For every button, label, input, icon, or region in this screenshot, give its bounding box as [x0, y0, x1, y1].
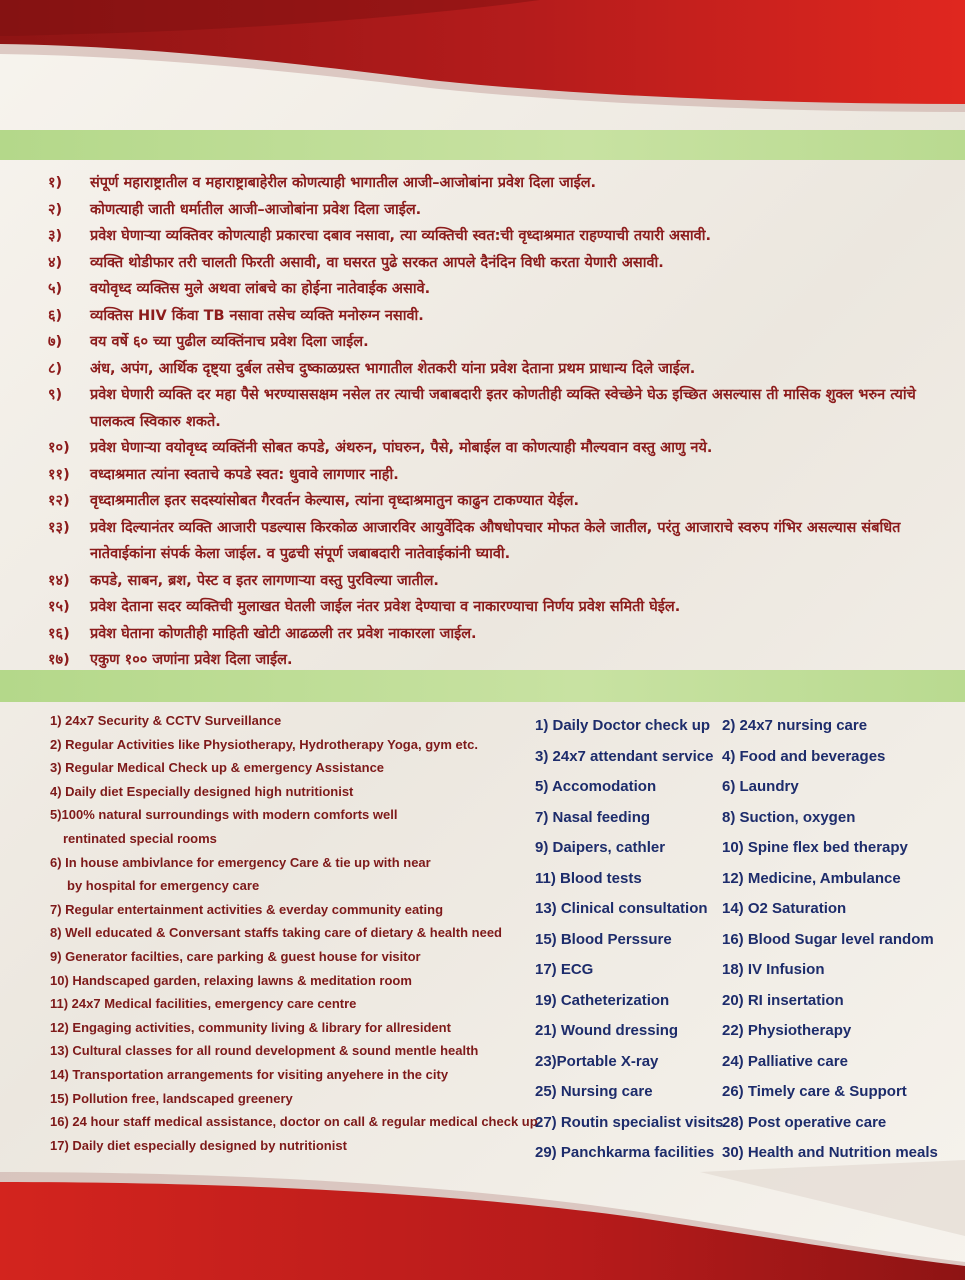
list-item: 6) In house ambivlance for emergency Care & tie up with near	[50, 854, 431, 870]
item-text: व्यक्ति थोडीफार तरी चालती फिरती असावी, वा घसरत पुढे सरकत आपले दैनंदिन विधी करता येणारी असावी.	[90, 254, 664, 271]
service-item: 19) Catheterization	[535, 991, 670, 1009]
list-item	[48, 568, 928, 595]
service-item: 14) O2 Saturation	[722, 900, 847, 917]
item-number: ३)	[48, 228, 63, 244]
list-item: 9) Generator facilties, care parking & guest house for visitor	[50, 948, 421, 964]
list-item: 8) Well educated & Conversant staffs taking care of dietary & health need	[50, 925, 502, 941]
list-item	[48, 303, 928, 330]
list-item	[48, 462, 928, 489]
list-item	[48, 250, 928, 277]
service-item: 23)Portable X-ray	[535, 1052, 659, 1070]
list-item: 5)100% natural surroundings with modern comforts well	[50, 807, 398, 823]
item-text: प्रवेश घेणारी व्यक्ति दर महा पैसे भरण्याससक्षम नसेल तर त्याची जबाबदारी इतर कोणतीही व्यक्ति स्वेच्छेने घेऊ इच्छित असल्यास ती मासिक शुक्ल भरुन त्यांचे पालकत्व स्विकारु शकते.	[90, 387, 916, 430]
list-item	[48, 515, 928, 568]
list-item	[48, 223, 928, 250]
service-item: 25) Nursing care	[535, 1083, 653, 1100]
bottom-right-accent	[700, 1160, 965, 1236]
list-item: 16) 24 hour staff medical assistance, doctor on call & regular medical check up	[50, 1114, 538, 1130]
item-number: ७)	[48, 334, 63, 350]
list-item: 14) Transportation arrangements for visiting anyehere in the city	[50, 1066, 449, 1082]
item-number: १४)	[48, 572, 70, 589]
item-number: १७)	[48, 652, 70, 668]
item-number: ८)	[48, 360, 63, 377]
service-item: 18) IV Infusion	[722, 961, 825, 978]
list-item: 4) Daily diet Especially designed high nutritionist	[50, 783, 354, 799]
list-item: rentinated special rooms	[63, 830, 217, 846]
service-item: 2) 24x7 nursing care	[722, 717, 868, 734]
service-item: 21) Wound dressing	[535, 1022, 679, 1039]
item-text: वय वर्षे ६० च्या पुढील व्यक्तिंनाच प्रवेश दिला जाईल.	[90, 334, 369, 350]
service-item: 16) Blood Sugar level random	[722, 930, 934, 948]
service-item: 29) Panchkarma facilities	[535, 1144, 715, 1161]
item-number: १३)	[48, 519, 70, 536]
item-text: कपडे, साबन, ब्रश, पेस्ट व इतर लागणाऱ्या वस्तु पुरविल्या जातील.	[90, 572, 439, 589]
service-item: 10) Spine flex bed therapy	[722, 839, 908, 856]
list-item: 1) 24x7 Security & CCTV Surveillance	[50, 713, 282, 728]
service-item: 20) RI insertation	[722, 991, 844, 1009]
list-item	[48, 356, 928, 383]
list-item	[48, 329, 928, 356]
service-item: 27) Routin specialist visits	[535, 1113, 724, 1131]
service-item: 13) Clinical consultation	[535, 900, 708, 917]
list-item	[48, 594, 928, 621]
service-item: 9) Daipers, cathler	[535, 839, 666, 856]
list-item: 7) Regular entertainment activities & everday community eating	[50, 901, 444, 917]
service-item: 12) Medicine, Ambulance	[722, 869, 901, 887]
item-text: कोणत्याही जाती धर्मातील आजी–आजोबांना प्रवेश दिला जाईल.	[90, 201, 422, 218]
service-item: 30) Health and Nutrition meals	[722, 1144, 938, 1161]
item-text: प्रवेश दिल्यानंतर व्यक्ति आजारी पडल्यास किरकोळ आजारविर आयुर्वेदिक औषधोपचार मोफत केले जातील, परंतु आजाराचे स्वरुप गंभिर असल्यास संबधित नातेवाईकांना संपर्क केला जाईल. व पुढची संपूर्ण जबाबदारी नातेवाईकांनी घ्यावी.	[90, 519, 901, 562]
item-text: प्रवेश घेणाऱ्या वयोवृध्द व्यक्तिंनी सोबत कपडे, अंथरुन, पांघरुन, पैसे, मोबाईल वा कोणत्याही मौल्यवान वस्तु आणु नये.	[90, 440, 713, 456]
item-number: ६)	[48, 307, 63, 324]
item-number: ४)	[48, 254, 63, 271]
list-item: 15) Pollution free, landscaped greenery	[50, 1090, 293, 1106]
service-item: 5) Accomodation	[535, 778, 657, 795]
item-number: ५)	[48, 281, 63, 297]
item-text: संपूर्ण महाराष्ट्रातील व महाराष्ट्राबाहेरील कोणत्याही भागातील आजी–आजोबांना प्रवेश दिला जाईल.	[90, 175, 597, 191]
service-item: 7) Nasal feeding	[535, 808, 651, 826]
services-grid	[535, 711, 955, 1169]
service-item: 28) Post operative care	[722, 1113, 887, 1131]
list-item	[48, 382, 928, 435]
list-item: 17) Daily diet especially designed by nutritionist	[50, 1137, 347, 1153]
item-number: १५)	[48, 599, 70, 615]
list-item: 13) Cultural classes for all round development & sound mentle health	[50, 1043, 479, 1059]
list-item: 11) 24x7 Medical facilities, emergency care centre	[50, 996, 357, 1012]
list-item	[48, 435, 928, 462]
list-item	[48, 197, 928, 224]
service-item: 11) Blood tests	[535, 869, 642, 887]
service-item: 8) Suction, oxygen	[722, 808, 856, 826]
service-item: 17) ECG	[535, 961, 594, 978]
list-item: 3) Regular Medical Check up & emergency Assistance	[50, 760, 385, 776]
item-number: ९)	[48, 387, 63, 403]
eligibility-rules-list	[48, 170, 928, 674]
list-item: 10) Handscaped garden, relaxing lawns & meditation room	[50, 972, 412, 988]
list-item	[48, 276, 928, 303]
item-number: २)	[48, 201, 63, 218]
item-number: १)	[48, 175, 63, 191]
item-text: प्रवेश देताना सदर व्यक्तिची मुलाखत घेतली जाईल नंतर प्रवेश देण्याचा व नाकारण्याचा निर्णय प्रवेश समिती घेईल.	[90, 599, 681, 615]
item-text: प्रवेश घेणाऱ्या व्यक्तिवर कोणत्याही प्रकारचा दबाव नसावा, त्या व्यक्तिची स्वत:ची वृध्दाश्रमात राहण्याची तयारी असावी.	[90, 228, 711, 244]
list-item: by hospital for emergency care	[67, 878, 260, 894]
list-item: 2) Regular Activities like Physiotherapy, Hydrotherapy Yoga, gym etc.	[50, 736, 478, 752]
item-text: वध्दाश्रमात त्यांना स्वताचे कपडे स्वत: धुवावे लागणार नाही.	[90, 466, 399, 483]
item-text: अंध, अपंग, आर्थिक दृष्ट्या दुर्बल तसेच दुष्काळग्रस्त भागातील शेतकरी यांना प्रवेश देताना प्रथम प्राधान्य दिले जाईल.	[90, 360, 696, 377]
item-text: एकुण १०० जणांना प्रवेश दिला जाईल.	[90, 652, 293, 668]
item-number: १०)	[48, 440, 70, 456]
item-number: १६)	[48, 625, 70, 642]
service-item: 24) Palliative care	[722, 1052, 848, 1070]
list-item: 12) Engaging activities, community living & library for allresident	[50, 1019, 451, 1035]
item-text: प्रवेश घेताना कोणतीही माहिती खोटी आढळली तर प्रवेश नाकारला जाईल.	[90, 625, 477, 642]
service-item: 22) Physiotherapy	[722, 1022, 852, 1039]
section-divider-top	[0, 130, 965, 160]
list-item	[48, 170, 928, 197]
service-item: 26) Timely care & Support	[722, 1083, 907, 1100]
service-item: 4) Food and beverages	[722, 747, 886, 765]
item-number: ११)	[48, 466, 70, 483]
amenities-list	[50, 709, 538, 1157]
list-item	[48, 621, 928, 648]
service-item: 15) Blood Perssure	[535, 930, 672, 948]
section-divider-bottom	[0, 670, 965, 702]
item-text: वृध्दाश्रमातील इतर सदस्यांसोबत गैरवर्तन केल्यास, त्यांना वृध्दाश्रमातुन काढुन टाकण्यात येईल.	[90, 493, 580, 509]
item-number: १२)	[48, 493, 70, 509]
item-text: व्यक्तिस HIV किंवा TB नसावा तसेच व्यक्ति मनोरुग्न नसावी.	[90, 307, 424, 324]
item-text: वयोवृध्द व्यक्तिस मुले अथवा लांबचे का होईना नातेवाईक असावे.	[90, 281, 431, 297]
service-item: 1) Daily Doctor check up	[535, 717, 711, 734]
service-item: 3) 24x7 attendant service	[535, 747, 714, 765]
service-item: 6) Laundry	[722, 778, 799, 795]
list-item	[48, 488, 928, 515]
